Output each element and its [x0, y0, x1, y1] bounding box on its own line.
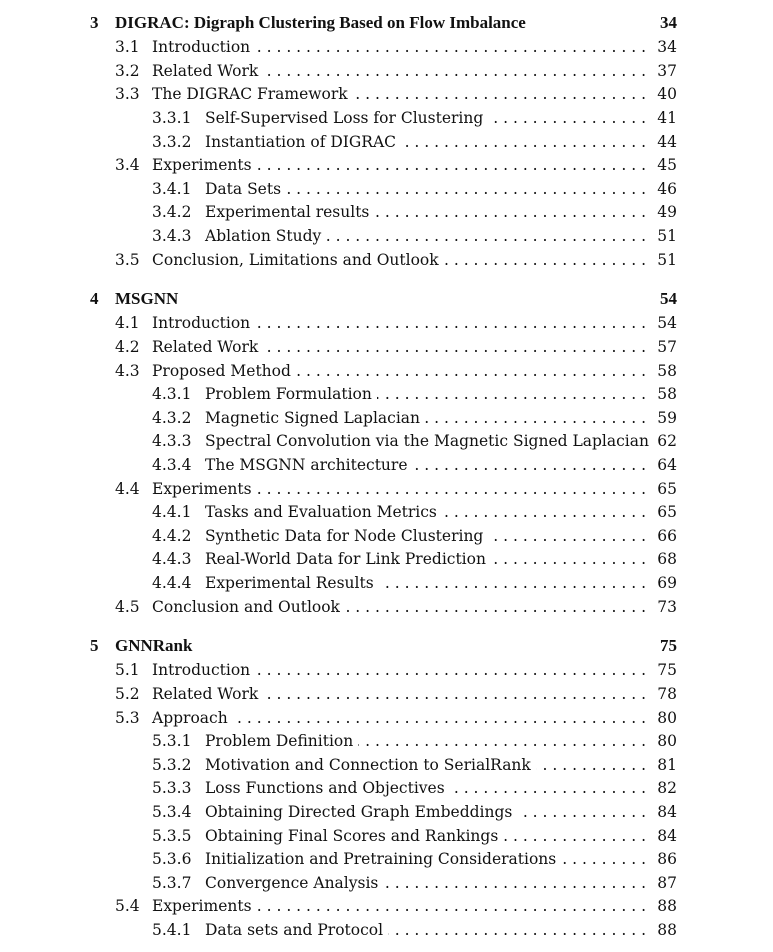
entry-number: 4.4.2: [152, 527, 192, 545]
entry-title: Magnetic Signed Laplacian: [205, 406, 425, 430]
entry-title: Conclusion, Limitations and Outlook: [152, 248, 444, 272]
entry-title: Self-Supervised Loss for Clustering: [205, 106, 488, 130]
toc-entry-3-4-1[interactable]: [0, 177, 773, 201]
entry-number: 5.3: [115, 709, 140, 727]
entry-number: 4.2: [115, 338, 140, 356]
toc-entry-5-3-5[interactable]: [0, 824, 773, 848]
toc-entry-5-2[interactable]: [0, 682, 773, 706]
entry-number: 3.5: [115, 251, 140, 269]
entry-number: 4.3.4: [152, 456, 192, 474]
entry-number: 5.4: [115, 897, 140, 915]
entry-number: 5.2: [115, 685, 140, 703]
entry-title: Real-World Data for Link Prediction: [205, 547, 491, 571]
entry-number: 3.4.1: [152, 180, 192, 198]
entry-page: 46: [657, 180, 677, 198]
toc-entry-3-5[interactable]: [0, 248, 773, 272]
toc-entry-3-1[interactable]: [0, 35, 773, 59]
entry-title: The DIGRAC Framework: [152, 82, 353, 106]
toc-entry-5-3-6[interactable]: [0, 847, 773, 871]
entry-number: 5.4.1: [152, 921, 192, 939]
entry-page: 62: [657, 432, 677, 450]
toc-chapter-3[interactable]: [0, 11, 773, 35]
entry-number: 5.3.7: [152, 874, 192, 892]
toc-entry-3-3[interactable]: [0, 82, 773, 106]
entry-title: Proposed Method: [152, 359, 296, 383]
toc-entry-3-3-1[interactable]: [0, 106, 773, 130]
entry-title: Related Work: [152, 682, 263, 706]
entry-title: Approach: [152, 706, 233, 730]
entry-number: 4.3.2: [152, 409, 192, 427]
entry-number: 4.3: [115, 362, 140, 380]
entry-number: 4.4.3: [152, 550, 192, 568]
chapter-page: 54: [660, 289, 677, 308]
entry-number: 5.3.6: [152, 850, 192, 868]
entry-title: Conclusion and Outlook: [152, 595, 345, 619]
entry-title: Obtaining Final Scores and Rankings: [205, 824, 503, 848]
toc-entry-3-4[interactable]: [0, 153, 773, 177]
entry-page: 64: [657, 456, 677, 474]
toc-chapter-5[interactable]: [0, 634, 773, 658]
chapter-title: GNNRank: [115, 634, 197, 658]
entry-title: Introduction: [152, 35, 255, 59]
entry-title: Motivation and Connection to SerialRank: [205, 753, 536, 777]
entry-number: 5.1: [115, 661, 140, 679]
chapter-page: 75: [660, 636, 677, 655]
toc-entry-3-2[interactable]: [0, 59, 773, 83]
entry-title: Introduction: [152, 311, 255, 335]
entry-page: 51: [657, 251, 677, 269]
chapter-number: 4: [90, 289, 99, 308]
entry-number: 5.3.2: [152, 756, 192, 774]
toc-entry-5-4-1[interactable]: [0, 918, 773, 942]
entry-title: Data sets and Protocol: [205, 918, 388, 942]
entry-page: 86: [657, 850, 677, 868]
toc-entry-4-4[interactable]: [0, 477, 773, 501]
entry-number: 4.5: [115, 598, 140, 616]
entry-page: 49: [657, 203, 677, 221]
entry-title: Experiments: [152, 477, 257, 501]
entry-page: 73: [657, 598, 677, 616]
entry-page: 57: [657, 338, 677, 356]
chapter-number: 3: [90, 13, 99, 32]
entry-page: 45: [657, 156, 677, 174]
entry-page: 84: [657, 803, 677, 821]
entry-page: 58: [657, 362, 677, 380]
entry-title: Experiments: [152, 894, 257, 918]
entry-number: 3.1: [115, 38, 140, 56]
toc-entry-4-3-3[interactable]: [0, 429, 773, 453]
entry-title: Tasks and Evaluation Metrics: [205, 500, 442, 524]
entry-number: 3.3: [115, 85, 140, 103]
toc-entry-4-4-4[interactable]: [0, 571, 773, 595]
entry-page: 34: [657, 38, 677, 56]
toc-entry-4-4-1[interactable]: [0, 500, 773, 524]
entry-page: 82: [657, 779, 677, 797]
entry-number: 3.4.3: [152, 227, 192, 245]
toc-entry-4-3-2[interactable]: [0, 406, 773, 430]
entry-page: 37: [657, 62, 677, 80]
entry-page: 81: [657, 756, 677, 774]
entry-title: Experiments: [152, 153, 257, 177]
entry-page: 80: [657, 732, 677, 750]
entry-page: 88: [657, 921, 677, 939]
toc-entry-4-4-2[interactable]: [0, 524, 773, 548]
entry-number: 4.4.1: [152, 503, 192, 521]
entry-number: 3.2: [115, 62, 140, 80]
entry-page: 88: [657, 897, 677, 915]
entry-page: 84: [657, 827, 677, 845]
entry-number: 3.3.1: [152, 109, 192, 127]
entry-title: Initialization and Pretraining Considerations: [205, 847, 561, 871]
toc-entry-4-2[interactable]: [0, 335, 773, 359]
entry-title: Related Work: [152, 59, 263, 83]
entry-title: Problem Formulation: [205, 382, 377, 406]
entry-page: 44: [657, 133, 677, 151]
toc-entry-5-1[interactable]: [0, 658, 773, 682]
chapter-title: DIGRAC: Digraph Clustering Based on Flow Imbalance: [115, 11, 531, 35]
toc-entry-5-3-7[interactable]: [0, 871, 773, 895]
toc-entry-4-3-1[interactable]: [0, 382, 773, 406]
toc-entry-4-3-4[interactable]: [0, 453, 773, 477]
entry-page: 68: [657, 550, 677, 568]
entry-title: Convergence Analysis: [205, 871, 383, 895]
entry-page: 54: [657, 314, 677, 332]
toc-entry-3-4-3[interactable]: [0, 224, 773, 248]
entry-page: 65: [657, 503, 677, 521]
entry-page: 59: [657, 409, 677, 427]
entry-title: Data Sets: [205, 177, 286, 201]
entry-number: 4.4.4: [152, 574, 192, 592]
entry-number: 5.3.1: [152, 732, 192, 750]
entry-page: 65: [657, 480, 677, 498]
entry-page: 69: [657, 574, 677, 592]
entry-title: Problem Definition: [205, 729, 358, 753]
toc-chapter-4[interactable]: [0, 287, 773, 311]
chapter-number: 5: [90, 636, 99, 655]
entry-number: 4.3.3: [152, 432, 192, 450]
entry-number: 5.3.4: [152, 803, 192, 821]
toc-entry-3-4-2[interactable]: [0, 200, 773, 224]
toc-entry-4-3[interactable]: [0, 359, 773, 383]
entry-number: 4.4: [115, 480, 140, 498]
entry-page: 66: [657, 527, 677, 545]
entry-number: 3.4: [115, 156, 140, 174]
entry-number: 4.3.1: [152, 385, 192, 403]
toc-entry-4-5[interactable]: [0, 595, 773, 619]
entry-page: 51: [657, 227, 677, 245]
entry-title: Spectral Convolution via the Magnetic Signed Laplacian: [205, 429, 654, 453]
entry-number: 3.4.2: [152, 203, 192, 221]
entry-page: 75: [657, 661, 677, 679]
entry-page: 80: [657, 709, 677, 727]
toc-entry-5-3-2[interactable]: [0, 753, 773, 777]
entry-page: 87: [657, 874, 677, 892]
entry-title: Loss Functions and Objectives: [205, 776, 450, 800]
entry-title: Experimental Results: [205, 571, 379, 595]
entry-page: 78: [657, 685, 677, 703]
entry-page: 41: [657, 109, 677, 127]
toc-entry-5-3-1[interactable]: [0, 729, 773, 753]
entry-title: Instantiation of DIGRAC: [205, 130, 401, 154]
entry-number: 5.3.3: [152, 779, 192, 797]
toc-entry-5-3[interactable]: [0, 706, 773, 730]
toc-entry-5-3-4[interactable]: [0, 800, 773, 824]
toc-entry-4-1[interactable]: [0, 311, 773, 335]
entry-title: Synthetic Data for Node Clustering: [205, 524, 488, 548]
entry-title: The MSGNN architecture: [205, 453, 413, 477]
entry-page: 58: [657, 385, 677, 403]
entry-page: 40: [657, 85, 677, 103]
entry-title: Obtaining Directed Graph Embeddings: [205, 800, 517, 824]
entry-title: Introduction: [152, 658, 255, 682]
entry-title: Related Work: [152, 335, 263, 359]
toc-entry-4-4-3[interactable]: [0, 547, 773, 571]
entry-number: 4.1: [115, 314, 140, 332]
chapter-page: 34: [660, 13, 677, 32]
toc-entry-5-3-3[interactable]: [0, 776, 773, 800]
entry-title: Experimental results: [205, 200, 374, 224]
entry-title: Ablation Study: [205, 224, 326, 248]
toc-entry-5-4[interactable]: [0, 894, 773, 918]
toc-entry-3-3-2[interactable]: [0, 130, 773, 154]
chapter-title: MSGNN: [115, 287, 183, 311]
entry-number: 5.3.5: [152, 827, 192, 845]
entry-number: 3.3.2: [152, 133, 192, 151]
